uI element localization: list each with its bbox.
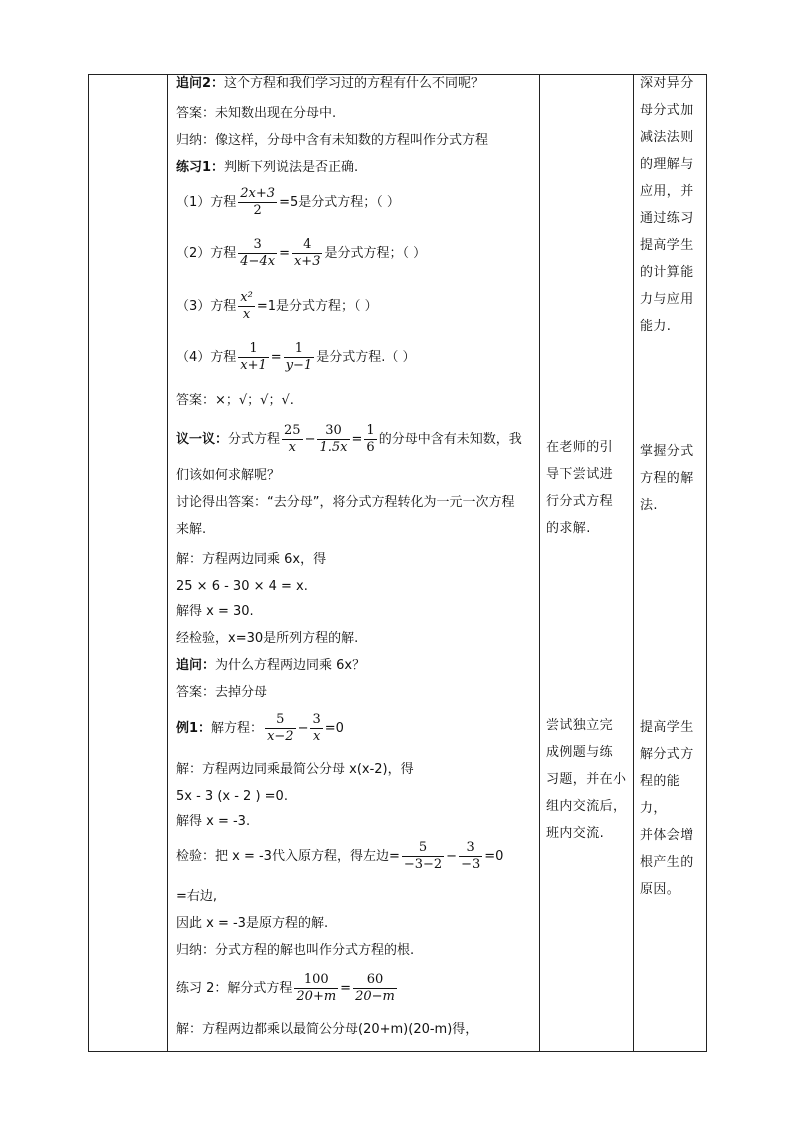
fraction: $\frac{\text{x²}}{x}$: [240, 290, 253, 322]
fraction: $\frac{5}{x-2}$: [267, 712, 294, 744]
fraction: $\frac{60}{20-m}$: [355, 972, 395, 1004]
example-solution-3: 解得 x = -3.: [176, 814, 251, 829]
column-divider: [539, 75, 540, 1051]
design-intent-3: 提高学生 解分式方 程的能力， 并体会增 根产生的 原因。: [640, 720, 694, 897]
fraction: $\frac{3}{x}$: [312, 712, 321, 744]
exercise-2-solution: 解：方程两边都乘以最简公分母(20+m)(20-m)得，: [176, 1022, 479, 1037]
design-intent-2: 掌握分式 方程的解 法.: [640, 444, 694, 513]
column-divider: [167, 75, 168, 1051]
fraction: $\frac{1}{6}$: [366, 423, 375, 455]
solution-line-3: 解得 x = 30.: [176, 604, 254, 619]
example-check-2: =右边,: [176, 889, 218, 904]
example-check-3: 因此 x = -3是原方程的解.: [176, 916, 329, 931]
exercise-item-4: （4）方程 $\frac{1}{x+1}$ = $\frac{1}{y-1}$ 是分式方程.（ ）: [176, 341, 416, 373]
fraction: $\frac{4}{x+3}$: [293, 237, 321, 269]
answer-2: 答案：未知数出现在分母中.: [176, 106, 337, 121]
fraction: $\frac{5}{-3-2}$: [403, 840, 443, 872]
summary-1: 归纳：像这样，分母中含有未知数的方程叫作分式方程: [176, 133, 489, 148]
student-activity-1: 在老师的引 导下尝试进 行分式方程 的求解.: [546, 440, 614, 536]
design-intent-1: 深对异分 母分式加 减法法则 的理解与 应用，并 通过练习 提高学生 的计算能 力与应用 能力.: [640, 76, 694, 334]
answer-1: 答案：×；√；√；√.: [176, 393, 294, 408]
fraction: $\frac{3}{4-4x}$: [240, 237, 276, 269]
exercise-item-3: （3）方程 $\frac{\text{x²}}{x}$ =1是分式方程；（ ）: [176, 290, 378, 322]
exercise-item-2: （2）方程 $\frac{3}{4-4x}$ = $\frac{4}{x+3}$ 是分式方程；（ ）: [176, 237, 427, 269]
followup-question-2: 追问2：这个方程和我们学习过的方程有什么不同呢？: [176, 76, 485, 91]
summary-2: 归纳：分式方程的解也叫作分式方程的根.: [176, 943, 415, 958]
student-activity-2: 尝试独立完 成例题与练 习题，并在小 组内交流后， 班内交流.: [546, 718, 627, 841]
solution-line-4: 经检验，x=30是所列方程的解.: [176, 631, 359, 646]
fraction: $\frac{25}{x}$: [284, 423, 301, 455]
example-check: 检验：把 x = -3代入原方程，得左边= $\frac{5}{-3-2}$ − $\frac{3}{-3}$ =0: [176, 840, 504, 872]
exercise-item-1: （1）方程 $\frac{2x+3}{2}$ =5是分式方程；（ ）: [176, 186, 400, 218]
discussion-prompt-line2: 们该如何求解呢？: [176, 468, 281, 483]
fraction: $\frac{30}{1.5x}$: [319, 423, 348, 455]
column-divider: [633, 75, 634, 1051]
solution-line-1: 解：方程两边同乘 6x，得: [176, 552, 327, 567]
solution-line-2: 25 × 6 - 30 × 4 = x.: [176, 579, 308, 594]
exercise-2: 练习 2：解分式方程 $\frac{100}{20+m}$ = $\frac{60}{20-m}$: [176, 972, 395, 1004]
example-1: 例1：解方程： $\frac{5}{x-2}$ − $\frac{3}{x}$ =0: [176, 712, 344, 744]
discussion-answer: 讨论得出答案：“去分母”，将分式方程转化为一元一次方程: [176, 495, 515, 510]
discussion-prompt: 议一议：分式方程 $\frac{25}{x}$ − $\frac{30}{1.5x}$ = $\frac{1}{6}$ 的分母中含有未知数，我: [176, 423, 522, 455]
fraction: $\frac{2x+3}{2}$: [240, 186, 276, 218]
example-solution-1: 解：方程两边同乘最简公分母 x(x-2)，得: [176, 762, 414, 777]
followup-question-3: 追问：为什么方程两边同乘 6x？: [176, 658, 366, 673]
fraction: $\frac{1}{x+1}$: [240, 341, 267, 373]
exercise-1-heading: 练习1：判断下列说法是否正确.: [176, 160, 359, 175]
fraction: $\frac{1}{y-1}$: [285, 341, 313, 373]
example-solution-2: 5x - 3 (x - 2 ) =0.: [176, 789, 288, 804]
discussion-answer-cont: 来解.: [176, 522, 207, 537]
answer-3: 答案：去掉分母: [176, 685, 268, 700]
fraction: $\frac{3}{-3}$: [461, 840, 481, 872]
fraction: $\frac{100}{20+m}$: [296, 972, 337, 1004]
